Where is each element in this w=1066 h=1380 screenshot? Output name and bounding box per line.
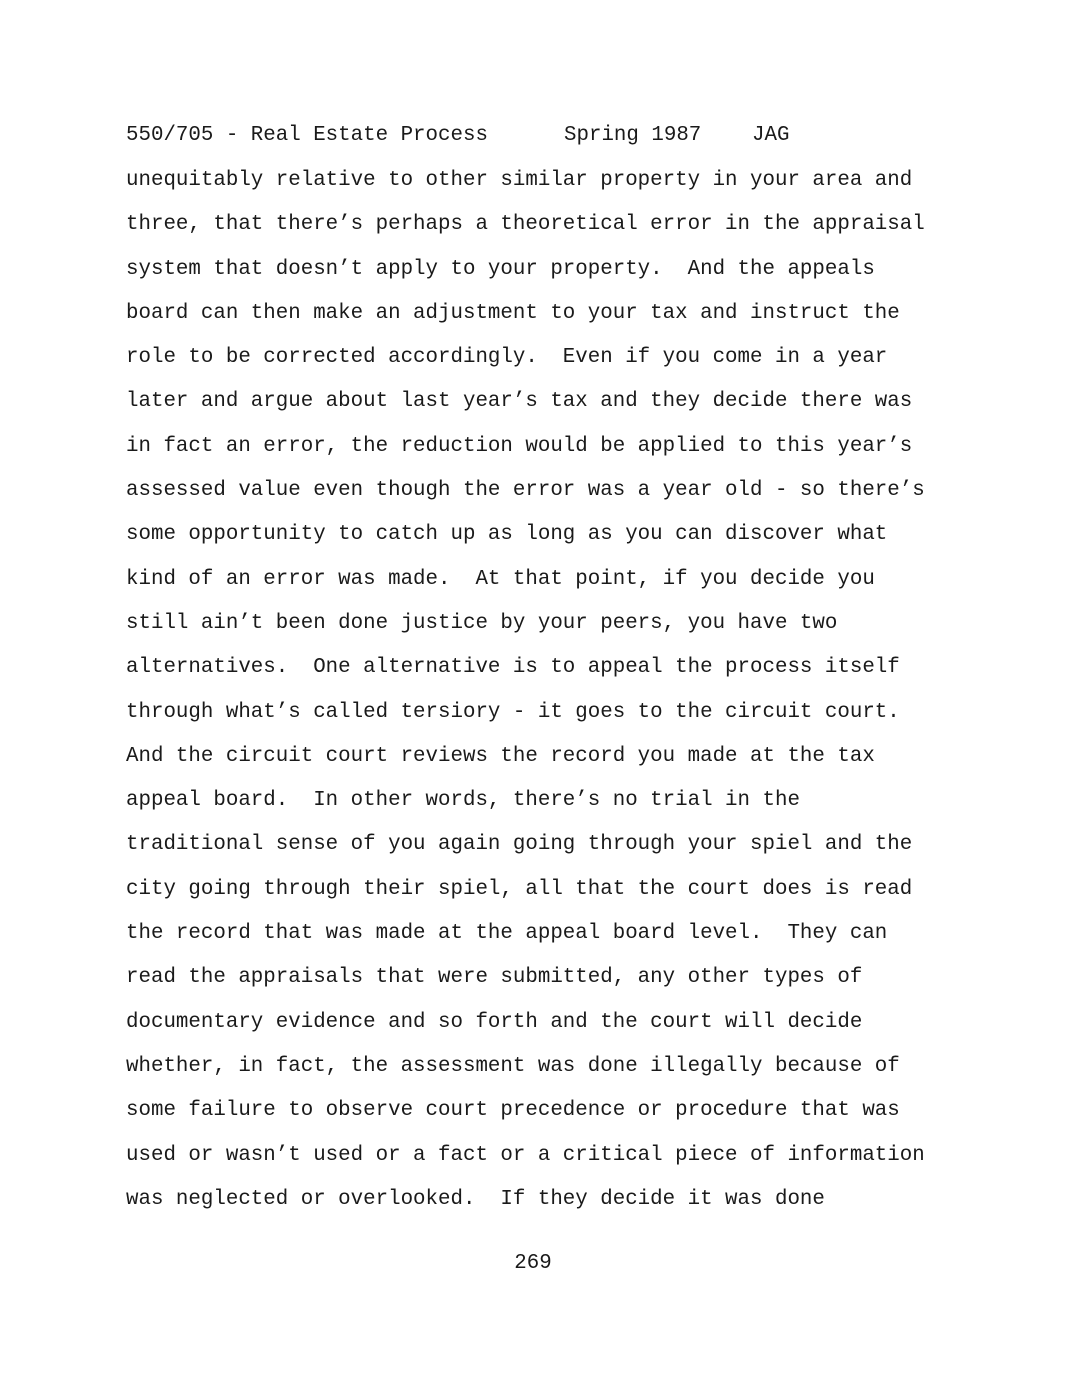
course-title: 550/705 - Real Estate Process — [126, 124, 488, 147]
transcript-body — [126, 167, 966, 1230]
text-line: still ain’t been done justice by your peers, you have two — [126, 611, 838, 635]
text-line: whether, in fact, the assessment was done illegally because of — [126, 1054, 900, 1078]
text-line: through what’s called tersiory - it goes to the circuit court. — [126, 700, 900, 724]
text-line: system that doesn’t apply to your property. And the appeals — [126, 257, 875, 281]
author-initials: JAG — [752, 124, 790, 147]
text-line: read the appraisals that were submitted, any other types of — [126, 966, 863, 990]
text-line: alternatives. One alternative is to appeal the process itself — [126, 656, 900, 680]
text-line: board can then make an adjustment to your tax and instruct the — [126, 301, 900, 325]
page-header — [126, 122, 790, 150]
text-line: used or wasn’t used or a fact or a critical piece of information — [126, 1143, 925, 1167]
text-line: And the circuit court reviews the record you made at the tax — [126, 744, 875, 768]
text-line: the record that was made at the appeal board level. They can — [126, 922, 888, 946]
term-label: Spring 1987 — [564, 124, 702, 147]
text-line: some opportunity to catch up as long as you can discover what — [126, 523, 888, 547]
text-line: documentary evidence and so forth and the court will decide — [126, 1010, 863, 1034]
text-line: three, that there’s perhaps a theoretical error in the appraisal — [126, 213, 925, 237]
page-number: 269 — [514, 1252, 552, 1275]
text-line: city going through their spiel, all that the court does is read — [126, 877, 913, 901]
text-line: role to be corrected accordingly. Even if you come in a year — [126, 346, 888, 370]
text-line: unequitably relative to other similar property in your area and — [126, 169, 913, 192]
text-line: assessed value even though the error was a year old - so there’s — [126, 479, 925, 503]
text-line: in fact an error, the reduction would be applied to this year’s — [126, 434, 913, 458]
text-line: some failure to observe court precedence or procedure that was — [126, 1099, 900, 1123]
text-line: traditional sense of you again going through your spiel and the — [126, 833, 913, 857]
text-line: was neglected or overlooked. If they decide it was done — [126, 1187, 825, 1211]
text-line: later and argue about last year’s tax and they decide there was — [126, 390, 913, 414]
text-line: kind of an error was made. At that point, if you decide you — [126, 567, 875, 591]
text-line: appeal board. In other words, there’s no trial in the — [126, 789, 800, 813]
